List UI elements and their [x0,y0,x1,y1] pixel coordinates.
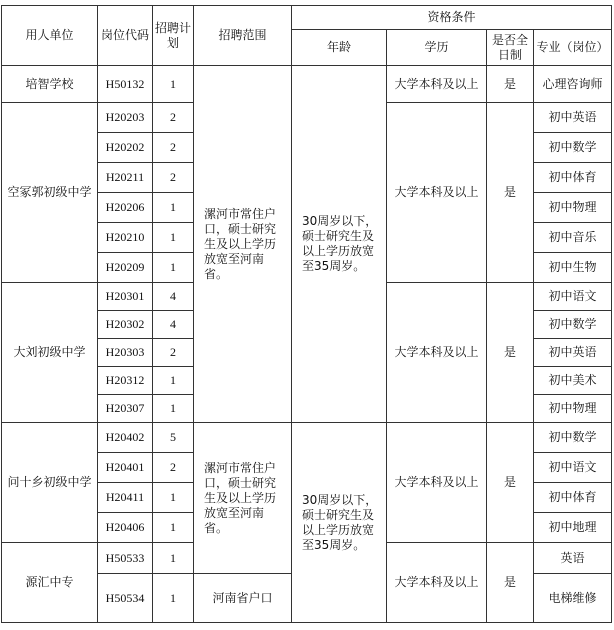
recruitment-table [1,5,612,623]
post-code: H20209 [98,253,153,283]
header-unit: 用人单位 [2,6,98,66]
major-post: 初中数学 [534,133,612,163]
recruit-plan: 5 [153,423,194,453]
recruit-plan: 1 [153,574,194,623]
major-post: 初中英语 [534,339,612,367]
unit-name: 培智学校 [2,66,98,103]
recruit-plan: 2 [153,163,194,193]
recruit-plan: 2 [153,453,194,483]
recruit-plan: 2 [153,339,194,367]
recruit-plan: 1 [153,193,194,223]
unit-name: 空冢郭初级中学 [2,103,98,283]
recruit-plan: 2 [153,103,194,133]
recruit-plan: 1 [153,66,194,103]
fulltime-flag: 是 [487,423,534,543]
header-plan: 招聘计划 [153,6,194,66]
major-post: 初中地理 [534,513,612,543]
education-requirement: 大学本科及以上 [387,283,487,423]
post-code: H20210 [98,223,153,253]
major-post: 英语 [534,543,612,574]
recruit-plan: 1 [153,367,194,395]
post-code: H20302 [98,311,153,339]
post-code: H20303 [98,339,153,367]
header-age: 年龄 [292,30,387,66]
post-code: H50132 [98,66,153,103]
post-code: H20401 [98,453,153,483]
post-code: H20307 [98,395,153,423]
major-post: 心理咨询师 [534,66,612,103]
recruit-plan: 1 [153,223,194,253]
fulltime-flag: 是 [487,103,534,283]
post-code: H20203 [98,103,153,133]
header-fulltime: 是否全日制 [487,30,534,66]
recruit-plan: 4 [153,311,194,339]
recruit-scope: 漯河市常住户口，硕士研究生及以上学历放宽至河南省。 [194,66,292,423]
major-post: 初中美术 [534,367,612,395]
major-post: 初中语文 [534,283,612,311]
major-post: 电梯维修 [534,574,612,623]
major-post: 初中数学 [534,423,612,453]
recruit-plan: 1 [153,395,194,423]
post-code: H20406 [98,513,153,543]
education-requirement: 大学本科及以上 [387,423,487,543]
unit-name: 大刘初级中学 [2,283,98,423]
header-qualifications: 资格条件 [292,6,612,30]
recruit-plan: 1 [153,543,194,574]
post-code: H20301 [98,283,153,311]
unit-name: 源汇中专 [2,543,98,623]
major-post: 初中数学 [534,311,612,339]
post-code: H20206 [98,193,153,223]
fulltime-flag: 是 [487,543,534,623]
post-code: H20211 [98,163,153,193]
education-requirement: 大学本科及以上 [387,66,487,103]
education-requirement: 大学本科及以上 [387,543,487,623]
age-requirement: 30周岁以下，硕士研究生及以上学历放宽至35周岁。 [292,423,387,623]
post-code: H20202 [98,133,153,163]
recruit-plan: 4 [153,283,194,311]
unit-name: 问十乡初级中学 [2,423,98,543]
header-code: 岗位代码 [98,6,153,66]
recruit-plan: 1 [153,483,194,513]
major-post: 初中物理 [534,395,612,423]
header-scope: 招聘范围 [194,6,292,66]
major-post: 初中音乐 [534,223,612,253]
major-post: 初中体育 [534,483,612,513]
recruit-plan: 1 [153,253,194,283]
major-post: 初中生物 [534,253,612,283]
recruit-scope: 河南省户口 [194,574,292,623]
fulltime-flag: 是 [487,66,534,103]
major-post: 初中语文 [534,453,612,483]
education-requirement: 大学本科及以上 [387,103,487,283]
major-post: 初中英语 [534,103,612,133]
recruit-scope: 漯河市常住户口，硕士研究生及以上学历放宽至河南省。 [194,423,292,574]
major-post: 初中物理 [534,193,612,223]
major-post: 初中体育 [534,163,612,193]
post-code: H20312 [98,367,153,395]
post-code: H50534 [98,574,153,623]
recruit-plan: 2 [153,133,194,163]
post-code: H20402 [98,423,153,453]
header-major: 专业（岗位） [534,30,612,66]
post-code: H20411 [98,483,153,513]
recruit-plan: 1 [153,513,194,543]
header-education: 学历 [387,30,487,66]
fulltime-flag: 是 [487,283,534,423]
age-requirement: 30周岁以下，硕士研究生及以上学历放宽至35周岁。 [292,66,387,423]
post-code: H50533 [98,543,153,574]
